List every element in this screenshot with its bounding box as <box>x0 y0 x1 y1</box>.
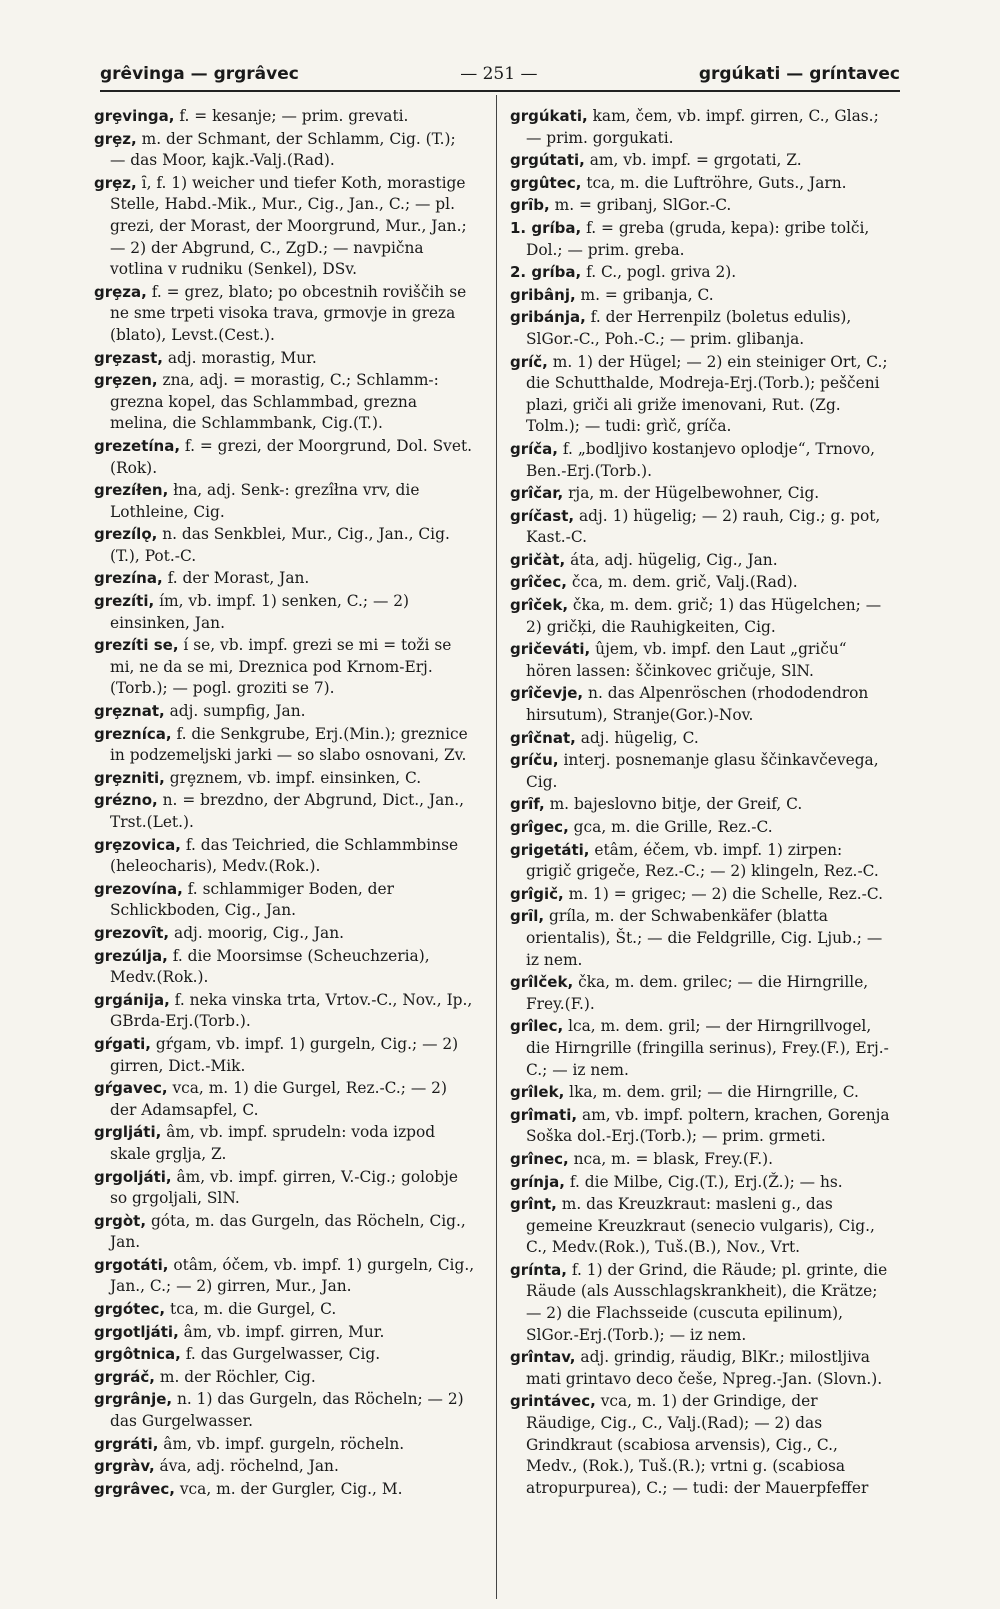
entry-definition: âm, vb. impf. sprudeln: voda izpod skale grglja, Z. <box>110 1123 436 1163</box>
entry-headword: grezíłen, <box>94 481 169 500</box>
dictionary-entry <box>94 701 476 723</box>
entry-definition: m. bajeslovno bitje, der Greif, C. <box>544 795 803 814</box>
entry-definition: m. 1) = grigec; — 2) die Schelle, Rez.-C. <box>563 884 883 903</box>
dictionary-entry <box>510 1016 892 1081</box>
dictionary-entry <box>94 1367 476 1389</box>
entry-headword: grînt, <box>510 1195 557 1214</box>
entry-definition: am, vb. impf. = grgotati, Z. <box>584 151 802 170</box>
entry-headword: grgotljáti, <box>94 1322 179 1341</box>
dictionary-entry <box>510 483 892 505</box>
entry-headword: grezíti, <box>94 592 155 611</box>
entry-definition: âm, vb. impf. girren, Mur. <box>178 1322 385 1341</box>
entry-definition: f. die Milbe, Cig.(T.), Erj.(Ž.); — hs. <box>564 1172 843 1191</box>
dictionary-entry <box>510 1391 892 1499</box>
entry-headword: grgljáti, <box>94 1123 162 1142</box>
dictionary-entry <box>510 794 892 816</box>
entry-definition: interj. posnemanje glasu ščinkavčevega, Cig. <box>526 751 879 791</box>
dictionary-entry <box>510 352 892 438</box>
entry-definition: kam, čem, vb. impf. girren, C., Glas.; — prim. gorgukati. <box>526 107 879 147</box>
entry-definition: gríla, m. der Schwabenkäfer (blatta orientalis), Št.; — die Feldgrille, Cig. Ljub.; — iz nem. <box>526 907 883 969</box>
entry-headword: grgútati, <box>510 151 585 170</box>
dictionary-entry <box>94 879 476 922</box>
entry-headword: grȋl, <box>510 907 545 926</box>
dictionary-entry <box>94 524 476 567</box>
dictionary-entry <box>94 990 476 1033</box>
dictionary-entry <box>94 1034 476 1077</box>
entry-definition: f. neka vinska trta, Vrtov.-C., Nov., Ip., GBrda-Erj.(Torb.). <box>110 990 473 1031</box>
dictionary-entry <box>510 1105 892 1148</box>
entry-definition: adj. sumpfig, Jan. <box>164 702 306 721</box>
entry-definition: adj. moorig, Cig., Jan. <box>169 923 345 942</box>
dictionary-entry <box>510 1149 892 1171</box>
entry-headword: grȩzast, <box>94 348 163 367</box>
dictionary-entry <box>510 595 892 638</box>
dictionary-entry <box>94 591 476 634</box>
entry-definition: f. die Moorsimse (Scheuchzeria), Medv.(Rok.). <box>110 946 430 987</box>
entry-definition: f. C., pogl. griva 2). <box>581 263 737 282</box>
entry-definition: gca, m. die Grille, Rez.-C. <box>568 818 773 836</box>
dictionary-entry <box>94 635 476 700</box>
dictionary-entry <box>510 572 892 594</box>
entry-definition: vca, m. 1) der Grindige, der Räudige, Cig., C., Valj.(Rad); — 2) das Grindkraut (scabiosa arvensis), Cig., C., Medv., (Rok.), Tuš.(R.); vrtni g. (scabiosa atropurpurea), C.; — tudi: der Mauerpfeffer <box>526 1392 869 1497</box>
dictionary-entry <box>94 129 476 172</box>
entry-definition: vca, m. der Gurgler, Cig., M. <box>174 1479 403 1498</box>
entry-definition: âm, vb. impf. girren, V.-Cig.; golobje so grgoljali, SlN. <box>110 1167 459 1208</box>
dictionary-entry <box>94 1211 476 1254</box>
dictionary-entry <box>94 1122 476 1165</box>
dictionary-entry <box>510 884 892 906</box>
dictionary-entry <box>510 150 892 172</box>
entry-headword: grgrâvec, <box>94 1479 175 1498</box>
entry-headword: grȋb, <box>510 196 550 215</box>
entry-definition: f. das Gurgelwasser, Cig. <box>180 1345 381 1364</box>
dictionary-entry <box>510 1260 892 1346</box>
entry-headword: grezetína, <box>94 436 181 455</box>
entry-headword: grgotáti, <box>94 1255 169 1274</box>
entry-definition: am, vb. impf. poltern, krachen, Gorenja Soška dol.-Erj.(Torb.); — prim. grmeti. <box>526 1105 890 1146</box>
entry-definition: ím, vb. impf. 1) senken, C.; — 2) einsinken, Jan. <box>110 592 410 632</box>
entry-definition: n. 1) das Gurgeln, das Röcheln; — 2) das Gurgelwasser. <box>110 1390 464 1431</box>
entry-definition: n. das Alpenröschen (rhododendron hirsutum), Stranje(Gor.)-Nov. <box>526 684 869 725</box>
entry-definition: n. das Senkblei, Mur., Cig., Jan., Cig.(T.), Pot.-C. <box>110 525 450 565</box>
entry-headword: 1. gríba, <box>510 218 582 237</box>
entry-headword: grȩzniti, <box>94 768 165 787</box>
dictionary-entry <box>94 173 476 281</box>
entry-headword: grínta, <box>510 1260 567 1279</box>
dictionary-entry <box>94 1322 476 1344</box>
entry-headword: grȋf, <box>510 795 545 814</box>
entry-headword: grȩza, <box>94 282 147 301</box>
entry-headword: grîmati, <box>510 1105 578 1124</box>
entry-definition: tca, m. die Gurgel, C. <box>165 1300 337 1319</box>
entry-headword: gríča, <box>510 439 558 458</box>
entry-definition: otâm, óčem, vb. impf. 1) gurgeln, Cig., Jan., C.; — 2) girren, Mur., Jan. <box>110 1255 475 1296</box>
entry-definition: m. der Schmant, der Schlamm, Cig. (T.); — das Moor, kajk.-Valj.(Rad). <box>110 129 456 170</box>
entry-definition: adj. morastig, Mur. <box>162 348 317 367</box>
entry-definition: m. = gribanj, SlGor.-C. <box>549 196 732 215</box>
dictionary-entry <box>94 106 476 128</box>
entry-headword: gŕgati, <box>94 1034 152 1053</box>
left-column <box>94 106 476 1501</box>
dictionary-entry <box>510 285 892 307</box>
entry-headword: grezníca, <box>94 724 172 743</box>
entry-definition: áta, adj. hügelig, Cig., Jan. <box>565 550 778 569</box>
entry-headword: grgoljáti, <box>94 1167 172 1186</box>
entry-definition: vca, m. 1) die Gurgel, Rez.-C.; — 2) der Adamsapfel, C. <box>110 1079 447 1119</box>
entry-definition: f. schlammiger Boden, der Schlickboden, Cig., Jan. <box>110 879 394 920</box>
entry-headword: grgòt, <box>94 1211 147 1230</box>
entry-definition: m. das Kreuzkraut: masleni g., das gemeine Kreuzkraut (senecio vulgaris), Cig., C., Medv.(Rok.), Tuš.(B.), Nov., Vrt. <box>526 1195 875 1257</box>
entry-headword: grȩz, <box>94 173 137 192</box>
entry-headword: grîgec, <box>510 818 569 836</box>
entry-headword: grgôtnica, <box>94 1345 181 1364</box>
entry-headword: grezína, <box>94 569 163 588</box>
dictionary-entry <box>510 195 892 217</box>
dictionary-entry <box>94 282 476 347</box>
entry-headword: grîčec, <box>510 573 567 592</box>
entry-definition: f. das Teichried, die Schlammbinse (heleocharis), Medv.(Rok.). <box>110 835 459 876</box>
entry-definition: f. der Herrenpilz (boletus edulis), SlGor.-C., Poh.-C.; — prim. glibanja. <box>526 308 852 348</box>
entry-headword: grínja, <box>510 1172 565 1191</box>
entry-definition: lka, m. dem. gril; — die Hirngrille, C. <box>564 1083 859 1102</box>
entry-definition: lca, m. dem. gril; — der Hirngrillvogel, die Hirngrille (fringilla serinus), Frey.(F.), Erj.-C.; — iz nem. <box>526 1017 889 1079</box>
entry-headword: grîčnat, <box>510 728 576 747</box>
entry-definition: f. = grez, blato; po obcestnih roviščih se ne sme trpeti visoka trava, grmovje in greza (blato), Levst.(Cest.). <box>110 282 467 344</box>
dictionary-entry <box>510 439 892 482</box>
entry-definition: etâm, éčem, vb. impf. 1) zirpen: grigič grigeče, Rez.-C.; — 2) klingeln, Rez.-C. <box>526 840 879 881</box>
dictionary-entry <box>510 173 892 195</box>
dictionary-entry <box>510 972 892 1015</box>
entry-definition: m. = gribanja, C. <box>575 285 714 304</box>
entry-headword: grgráč, <box>94 1367 155 1386</box>
entry-definition: f. 1) der Grind, die Räude; pl. grinte, die Räude (als Ausschlagskrankheit), die Krätze; — 2) die Flachsseide (cuscuta epilinum), SlGor.-Erj.(Torb.); — iz nem. <box>526 1260 888 1344</box>
entry-definition: f. = kesanje; — prim. grevati. <box>174 107 409 125</box>
dictionary-entry <box>94 348 476 370</box>
entry-definition: nca, m. = blask, Frey.(F.). <box>568 1149 773 1168</box>
entry-headword: grîlec, <box>510 1017 564 1036</box>
entry-headword: grgánija, <box>94 990 170 1009</box>
entry-definition: m. 1) der Hügel; — 2) ein steiniger Ort, C.; die Schutthalde, Modreja-Erj.(Torb.); peščeni plazi, griči ali griže imenovani, Rut. (Zg. Tolm.); — tudi: grìč, gríča. <box>526 352 888 436</box>
entry-headword: gŕgavec, <box>94 1079 168 1098</box>
dictionary-entry <box>94 1344 476 1366</box>
entry-definition: f. der Morast, Jan. <box>162 569 310 588</box>
dictionary-entry <box>510 728 892 750</box>
entry-headword: gričàt, <box>510 550 566 569</box>
entry-headword: grîgič, <box>510 884 564 903</box>
entry-definition: góta, m. das Gurgeln, das Röcheln, Cig., Jan. <box>110 1211 466 1252</box>
entry-definition: grȩznem, vb. impf. einsinken, C. <box>164 768 422 787</box>
dictionary-entry <box>94 1299 476 1321</box>
entry-headword: grgúkati, <box>510 107 588 125</box>
dictionary-entry <box>94 1389 476 1432</box>
entry-definition: f. = greba (gruda, kepa): gribe tolči, Dol.; — prim. greba. <box>526 218 870 259</box>
right-column <box>510 106 892 1500</box>
dictionary-entry <box>510 639 892 682</box>
dictionary-entry <box>510 817 892 839</box>
entry-headword: grȩzen, <box>94 371 158 390</box>
dictionary-entry <box>510 550 892 572</box>
entry-definition: čka, m. dem. grilec; — die Hirngrille, Frey.(F.). <box>526 973 869 1013</box>
entry-headword: grgráti, <box>94 1434 159 1453</box>
entry-headword: grgótec, <box>94 1300 166 1319</box>
entry-headword: gríč, <box>510 352 548 371</box>
entry-headword: grezíti se, <box>94 636 179 655</box>
entry-headword: grézno, <box>94 791 158 810</box>
entry-headword: grȩznat, <box>94 702 165 721</box>
entry-headword: grintávec, <box>510 1392 596 1411</box>
entry-headword: grgûtec, <box>510 173 582 192</box>
dictionary-entry <box>94 568 476 590</box>
entry-definition: âm, vb. impf. gurgeln, röcheln. <box>158 1434 405 1453</box>
dictionary-entry <box>94 1255 476 1298</box>
dictionary-entry <box>94 724 476 767</box>
dictionary-entry <box>510 1347 892 1390</box>
dictionary-entry <box>510 307 892 350</box>
dictionary-entry <box>94 1078 476 1121</box>
dictionary-entry <box>510 506 892 549</box>
entry-definition: í se, vb. impf. grezi se mi = toži se mi, ne da se mi, Dreznica pod Krnom-Erj.(Torb.); — pogl. groziti se 7). <box>110 636 452 698</box>
entry-headword: grîntav, <box>510 1348 576 1367</box>
entry-definition: čca, m. dem. grič, Valj.(Rad). <box>566 573 798 592</box>
entry-definition: gŕgam, vb. impf. 1) gurgeln, Cig.; — 2) girren, Dict.-Mik. <box>110 1034 459 1075</box>
entry-definition: rja, m. der Hügelbewohner, Cig. <box>563 484 820 503</box>
entry-headword: gričeváti, <box>510 640 591 659</box>
dictionary-entry <box>510 1194 892 1259</box>
entry-headword: grîlek, <box>510 1083 565 1102</box>
entry-headword: grȩz, <box>94 129 137 148</box>
column-divider <box>496 95 497 1599</box>
dictionary-entry <box>94 790 476 833</box>
entry-headword: grigetáti, <box>510 840 590 859</box>
dictionary-entry <box>510 683 892 726</box>
entry-headword: grînec, <box>510 1149 569 1168</box>
dictionary-entry <box>94 923 476 945</box>
entry-headword: grîčar, <box>510 484 564 503</box>
page-number: — 251 — <box>460 64 538 84</box>
entry-headword: grîlček, <box>510 973 574 992</box>
entry-definition: ûjem, vb. impf. den Laut „griču“ hören lassen: ščinkovec gričuje, SlN. <box>526 640 847 680</box>
dictionary-entry <box>510 750 892 793</box>
header-right: grgúkati — gríntavec <box>698 64 900 84</box>
entry-definition: f. die Senkgrube, Erj.(Min.); greznice in podzemeljski jarki — so slabo osnovani, Zv. <box>110 724 468 765</box>
entry-definition: m. der Röchler, Cig. <box>154 1367 316 1386</box>
dictionary-entry <box>94 768 476 790</box>
entry-definition: tca, m. die Luftröhre, Guts., Jarn. <box>581 173 847 192</box>
dictionary-entry <box>510 262 892 284</box>
entry-headword: grezovína, <box>94 879 183 898</box>
dictionary-entry <box>94 835 476 878</box>
entry-definition: f. „bodljivo kostanjevo oplodje“, Trnovo, Ben.-Erj.(Torb.). <box>526 439 876 480</box>
entry-headword: grîček, <box>510 596 569 615</box>
dictionary-entry <box>510 1172 892 1194</box>
dictionary-entry <box>94 1167 476 1210</box>
header-left: grêvinga — grgrâvec <box>100 64 299 84</box>
entry-headword: gribânj, <box>510 285 576 304</box>
entry-headword: grgràv, <box>94 1457 155 1476</box>
entry-definition: adj. 1) hügelig; — 2) rauh, Cig.; g. pot, Kast.-C. <box>526 506 881 547</box>
dictionary-entry <box>510 840 892 883</box>
dictionary-entry <box>94 370 476 435</box>
dictionary-entry <box>94 946 476 989</box>
entry-definition: áva, adj. röchelnd, Jan. <box>154 1457 339 1476</box>
entry-headword: grezovȋt, <box>94 923 170 942</box>
entry-headword: 2. gríba, <box>510 263 582 282</box>
entry-headword: grezílǫ, <box>94 525 158 544</box>
entry-definition: f. = grezi, der Moorgrund, Dol. Svet.(Rok). <box>110 436 473 477</box>
entry-headword: grgrânje, <box>94 1390 173 1409</box>
entry-definition: łna, adj. Senk-: grezîłna vrv, die Lothleine, Cig. <box>110 481 420 521</box>
dictionary-entry <box>510 218 892 261</box>
entry-headword: grezúlja, <box>94 946 168 965</box>
dictionary-entry <box>94 436 476 479</box>
entry-headword: gríču, <box>510 751 559 770</box>
entry-definition: zna, adj. = morastig, C.; Schlamm-: grezna kopel, das Schlammbad, grezna melina, die Schlammbank, Cig.(T.). <box>110 371 439 433</box>
entry-headword: gribánja, <box>510 308 586 327</box>
entry-definition: ȋ, f. 1) weicher und tiefer Koth, morastige Stelle, Habd.-Mik., Mur., Cig., Jan., C.; — pl. grezi, der Morast, der Moorgrund, Mur., Jan.; — 2) der Abgrund, C., ZgD.; — navpična votlina v rudniku (Senkel), DSv. <box>110 173 467 279</box>
entry-headword: grȩzovica, <box>94 835 181 854</box>
entry-definition: adj. grindig, räudig, BlKr.; milostljiva mati grintavo deco češe, Npreg.-Jan. (Slovn.). <box>526 1348 883 1388</box>
entry-definition: adj. hügelig, C. <box>575 728 699 747</box>
dictionary-entry <box>510 906 892 971</box>
entry-headword: grîčevje, <box>510 684 584 703</box>
entry-headword: grȩvinga, <box>94 107 175 125</box>
entry-definition: n. = brezdno, der Abgrund, Dict., Jan., Trst.(Let.). <box>110 791 464 831</box>
dictionary-entry <box>510 1082 892 1104</box>
dictionary-entry <box>94 1434 476 1456</box>
entry-definition: čka, m. dem. grič; 1) das Hügelchen; — 2) gričķi, die Rauhigkeiten, Cig. <box>526 596 882 636</box>
dictionary-entry <box>94 480 476 523</box>
page-header <box>100 44 900 92</box>
dictionary-entry <box>94 1479 476 1501</box>
entry-headword: gríčast, <box>510 506 575 525</box>
dictionary-entry <box>510 106 892 149</box>
dictionary-entry <box>94 1456 476 1478</box>
